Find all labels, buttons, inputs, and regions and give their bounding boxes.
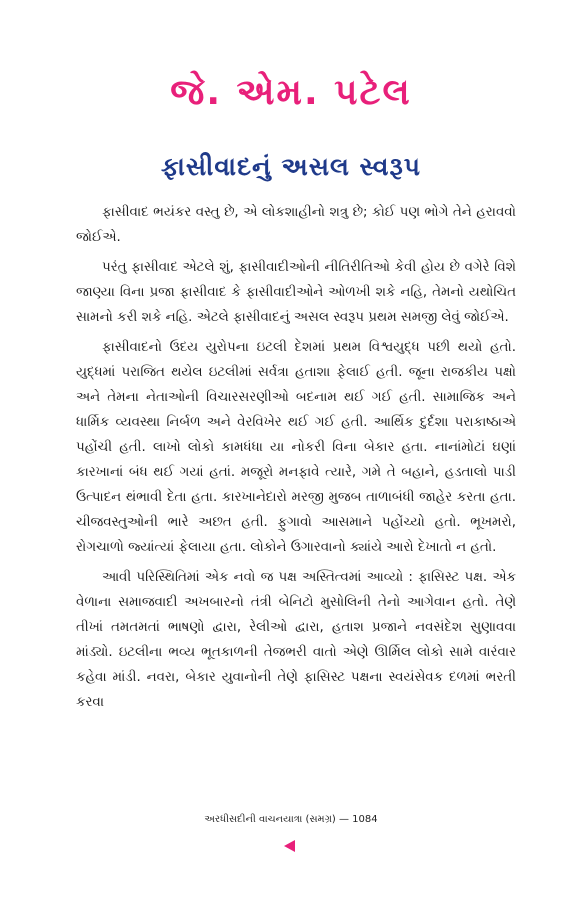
page-footer: અરધીસદીની વાચનયાત્રા (સમગ્ર) — 1084 <box>204 814 378 825</box>
article-body <box>76 200 516 720</box>
article-title: ફાસીવાદનું અસલ સ્વરૂપ <box>160 152 422 181</box>
paragraph: ફાસીવાદનો ઉદય યુરોપના ઇટલી દેશમાં પ્રથમ વિશ્વયુદ્ધ પછી થયો હતો. યુદ્ધમાં પરાજિત થયેલ ઇટલીમાં સર્વત્રા હતાશા ફેલાઈ હતી. જૂના રાજકીય પક્ષો અને તેમના નેતાઓની વિચારસરણીઓ બદનામ થઈ ગઈ હતી. સામાજિક અને ધાર્મિક વ્યવસ્થા નિર્બળ અને વેરવિખેર થઈ ગઈ હતી. આર્થિક દુર્દશા પરાકાષ્ઠાએ પહોંચી હતી. લાખો લોકો કામધંધા યા નોકરી વિના બેકાર હતા. નાનાંમોટાં ઘણાં કારખાનાં બંધ થઈ ગયાં હતાં. મજૂરો મનફાવે ત્યારે, ગમે તે બહાને, હડતાલો પાડી ઉત્પાદન થંભાવી દેતા હતા. કારખાનેદારો મરજી મુજબ તાળાબંધી જાહેર કરતા હતા. ચીજવસ્તુઓની ભારે અછત હતી. ફુગાવો આસમાને પહોંચ્યો હતો. ભૂખમરો, રોગચાળો જ્યાંત્યાં ફેલાયા હતા. લોકોને ઉગારવાનો ક્યાંયે આરો દેખાતો ન હતો. <box>76 340 516 555</box>
paragraph: પરંતુ ફાસીવાદ એટલે શું, ફાસીવાદીઓની નીતિરીતિઓ કેવી હોય છે વગેરે વિશે જાણ્યા વિના પ્રજા ફાસીવાદ કે ફાસીવાદીઓને ઓળખી શકે નહિ, તેમનો યથોચિત સામનો કરી શકે નહિ. એટલે ફાસીવાદનું અસલ સ્વરૂપ પ્રથમ સમજી લેવું જોઈએ. <box>76 260 516 325</box>
author-name: જે. એમ. પટેલ <box>170 72 412 113</box>
paragraph: આવી પરિસ્થિતિમાં એક નવો જ પક્ષ અસ્તિત્વમાં આવ્યો : ફાસિસ્ટ પક્ષ. એક વેળાના સમાજવાદી અખબારનો તંત્રી બેનિટો મુસોલિની તેનો આગેવાન હતો. તેણે તીખાં તમતમતાં ભાષણો દ્વારા, રેલીઓ દ્વારા, હતાશ પ્રજાને નવસંદેશ સુણાવવા માંડ્યો. ઇટલીના ભવ્ય ભૂતકાળની તેજભરી વાતો એણે ઊર્મિલ લોકો સામે વારંવાર કહેવા માંડી. નવરા, બેકાર યુવાનોની તેણે ફાસિસ્ટ પક્ષના સ્વયંસેવક દળમાં ભરતી કરવા <box>76 570 516 710</box>
paragraph: ફાસીવાદ ભયંકર વસ્તુ છે, એ લોકશાહીનો શત્રુ છે; કોઈ પણ ભોગે તેને હરાવવો જોઈએ. <box>76 205 516 245</box>
left-triangle-icon[interactable] <box>284 840 295 852</box>
